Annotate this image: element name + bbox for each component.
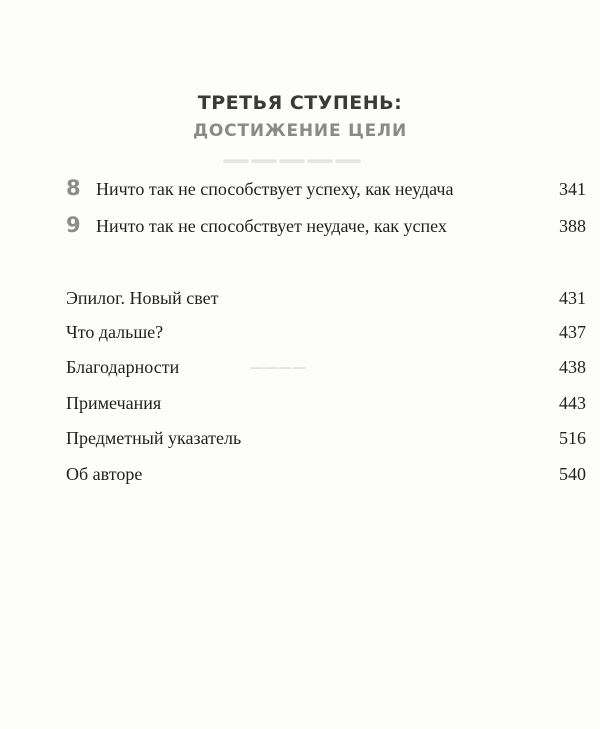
toc-entry-acknowledgements[interactable]: [66, 357, 586, 383]
toc-entry-notes[interactable]: [66, 393, 586, 419]
chapter-row[interactable]: [66, 176, 586, 204]
bleed-through-decoration: ————: [250, 360, 306, 376]
bleed-through-decoration: —————: [222, 143, 362, 176]
chapter-number: 9: [66, 213, 81, 237]
page-number: 437: [559, 322, 586, 342]
toc-entry-whats-next[interactable]: [66, 322, 586, 348]
page-number: 438: [559, 357, 586, 377]
page-number: 388: [559, 216, 586, 236]
entry-title: Примечания: [66, 393, 162, 413]
part-heading-subtitle: ДОСТИЖЕНИЕ ЦЕЛИ: [192, 121, 408, 141]
page-number: 516: [559, 428, 586, 448]
page-number: 341: [559, 179, 586, 199]
chapter-title: Ничто так не способствует неудаче, как успех: [96, 216, 447, 236]
page-number: 431: [559, 288, 586, 308]
toc-entry-epilogue[interactable]: [66, 288, 586, 314]
toc-entry-about-author[interactable]: [66, 464, 586, 490]
page-number: 443: [559, 393, 586, 413]
page-number: 540: [559, 464, 586, 484]
entry-title: Об авторе: [66, 464, 143, 484]
chapter-number: 8: [66, 176, 81, 200]
entry-title: Что дальше?: [66, 322, 164, 342]
part-heading-title: ТРЕТЬЯ СТУПЕНЬ:: [197, 92, 403, 114]
chapter-row[interactable]: [66, 213, 586, 241]
entry-title: Эпилог. Новый свет: [66, 288, 219, 308]
entry-title: Предметный указатель: [66, 428, 242, 448]
toc-entry-index[interactable]: [66, 428, 586, 454]
entry-title: Благодарности: [66, 357, 180, 377]
chapter-title: Ничто так не способствует успеху, как неудача: [96, 179, 454, 199]
